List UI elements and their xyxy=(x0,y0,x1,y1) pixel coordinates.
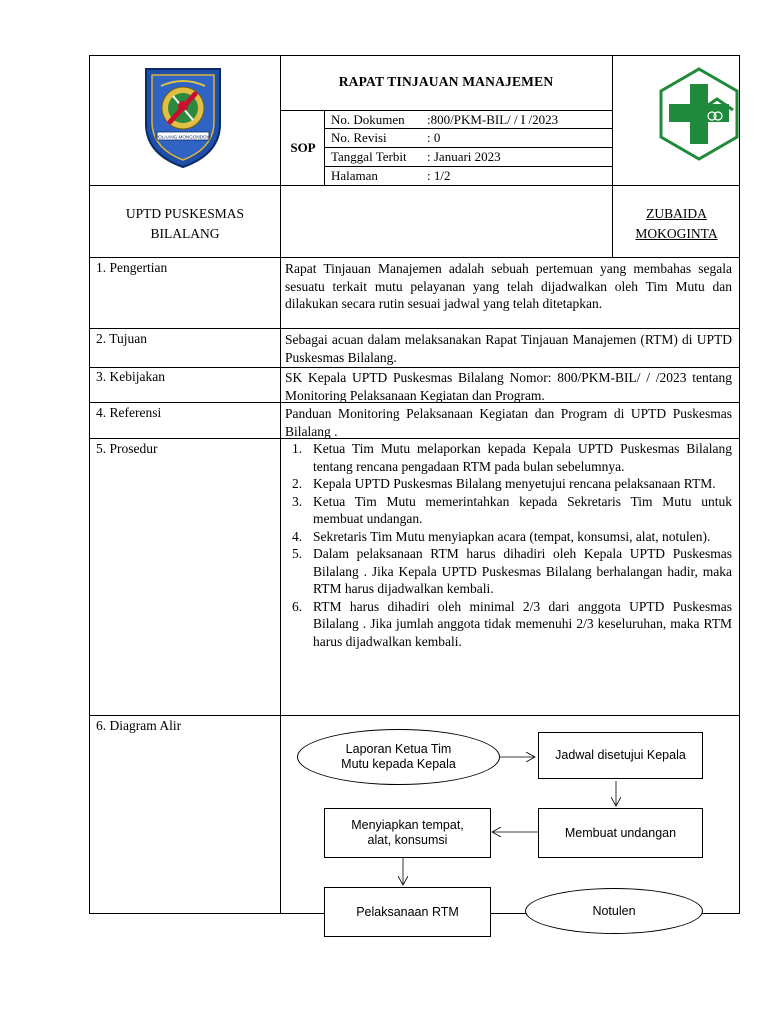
procedure-step-text: RTM harus dihadiri oleh minimal 2/3 dari anggota UPTD Puskesmas Bilalang . Jika jumlah anggota tidak memenuhi 2/3 keseluruhan, maka RTM harus dijadwalkan kembali. xyxy=(313,598,732,649)
procedure-step-text: Dalam pelaksanaan RTM harus dihadiri oleh Kepala UPTD Puskesmas Bilalang . Jika Kepala UPTD Puskesmas Bilalang berhalangan hadir, maka RTM harus dijadwalkan kembali. xyxy=(313,546,732,596)
issue-date-value: : Januari 2023 xyxy=(427,149,501,164)
page-label: Halaman xyxy=(331,168,378,183)
revision-value: : 0 xyxy=(427,130,441,145)
flow-node-pelaksanaan-text: Pelaksanaan RTM xyxy=(356,904,459,919)
signer-line-2: MOKOGINTA xyxy=(635,226,718,241)
organization-line-2: BILALANG xyxy=(150,226,220,241)
section-label-prosedur: 5. Prosedur xyxy=(96,441,158,456)
flow-node-laporan-text: Laporan Ketua Tim Mutu kepada Kepala xyxy=(341,742,456,771)
flow-node-laporan xyxy=(297,729,500,785)
flow-node-notulen-text: Notulen xyxy=(592,903,636,918)
procedure-step-text: Kepala UPTD Puskesmas Bilalang menyetujui rencana pelaksanaan RTM. xyxy=(313,476,716,491)
flow-node-jadwal-text: Jadwal disetujui Kepala xyxy=(555,748,686,762)
flow-node-pelaksanaan xyxy=(324,887,491,937)
doc-number-value: :800/PKM-BIL/ / I /2023 xyxy=(427,112,559,127)
section-label-referensi: 4. Referensi xyxy=(96,405,162,420)
flow-node-undangan xyxy=(538,808,703,858)
revision-label: No. Revisi xyxy=(331,130,387,145)
issue-date-label: Tanggal Terbit xyxy=(331,149,407,164)
signer-line-1: ZUBAIDA xyxy=(646,206,707,221)
procedure-step-number: 1. xyxy=(292,441,303,456)
procedure-step-number: 4. xyxy=(292,528,303,544)
section-label-pengertian: 1. Pengertian xyxy=(96,260,168,275)
procedure-step-number: 2. xyxy=(292,476,303,491)
page-value: : 1/2 xyxy=(427,168,451,183)
emblem-caption: BOLAANG MONGONDOW xyxy=(155,134,211,140)
section-text-kebijakan: SK Kepala UPTD Puskesmas Bilalang Nomor: 800/PKM-BIL/ / /2023 tentang Monitoring Pelaksanaan Kegiatan dan Program. xyxy=(285,370,732,403)
flow-node-menyiapkan xyxy=(324,808,491,858)
procedure-step-text: Ketua Tim Mutu memerintahkan kepada Sekretaris Tim Mutu untuk membuat undangan. xyxy=(313,493,732,526)
section-text-tujuan: Sebagai acuan dalam melaksanakan Rapat Tinjauan Manajemen (RTM) di UPTD Puskesmas Bilalang. xyxy=(285,332,732,365)
document-title: RAPAT TINJAUAN MANAJEMEN xyxy=(338,74,554,89)
flow-node-menyiapkan-text: Menyiapkan tempat, alat, konsumsi xyxy=(351,818,464,847)
procedure-step-number: 6. xyxy=(292,598,303,614)
flow-node-undangan-text: Membuat undangan xyxy=(564,825,677,840)
procedure-step-number: 5. xyxy=(292,546,303,561)
section-label-kebijakan: 3. Kebijakan xyxy=(96,369,165,384)
section-label-tujuan: 2. Tujuan xyxy=(96,331,148,346)
flow-node-notulen xyxy=(525,888,703,934)
section-text-referensi: Panduan Monitoring Pelaksanaan Kegiatan dan Program di UPTD Puskesmas Bilalang . xyxy=(285,406,732,439)
doc-number-label: No. Dokumen xyxy=(331,112,405,127)
organization-line-1: UPTD PUSKESMAS xyxy=(125,206,245,221)
section-text-pengertian: Rapat Tinjauan Manajemen adalah sebuah pertemuan yang membahas segala sesuatu terkait mutu pelayanan yang telah dijadwalkan oleh Tim Mutu dan dilakukan secara rutin sesuai jadwal yang telah ditetapkan. xyxy=(285,261,732,311)
flow-node-jadwal xyxy=(538,732,703,779)
procedure-step-number: 3. xyxy=(292,493,303,509)
procedure-step-text: Sekretaris Tim Mutu menyiapkan acara (tempat, konsumsi, alat, notulen). xyxy=(313,528,711,544)
sop-label: SOP xyxy=(290,140,316,155)
section-label-diagram: 6. Diagram Alir xyxy=(96,718,182,733)
procedure-step-text: Ketua Tim Mutu melaporkan kepada Kepala UPTD Puskesmas Bilalang tentang rencana pengadaan RTM pada bulan sebelumnya. xyxy=(313,441,732,474)
